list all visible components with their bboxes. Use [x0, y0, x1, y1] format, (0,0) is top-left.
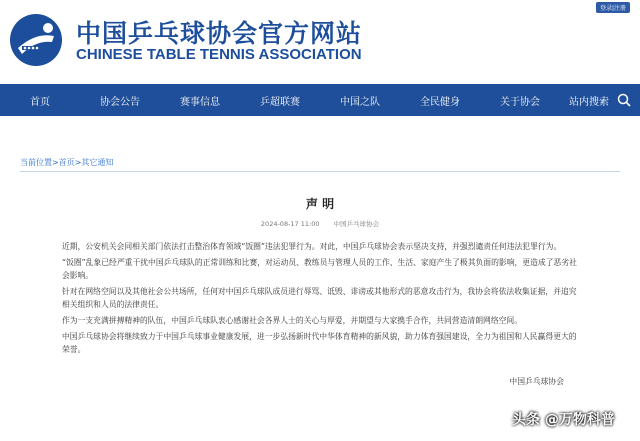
site-name-en: CHINESE TABLE TENNIS ASSOCIATION — [76, 46, 362, 63]
article-paragraph: 近期，公安机关会同相关部门依法打击整治体育领域“饭圈”违法犯罪行为。对此，中国乒乓球协会表示坚决支持，并强烈谴责任何违法犯罪行为。 — [62, 242, 562, 251]
nav-home[interactable]: 首页 — [30, 96, 50, 108]
article-signature: 中国乒乓球协会 — [509, 377, 564, 386]
main-nav — [0, 84, 640, 116]
article-source: 中国乒乓球协会 — [333, 220, 380, 228]
login-register-link[interactable]: 登录|注册 — [596, 2, 630, 13]
divider — [20, 171, 620, 172]
nav-fitness[interactable]: 全民健身 — [420, 96, 460, 108]
site-header — [0, 0, 640, 84]
article-paragraph: 针对在网络空间以及其他社会公共场所，任何对中国乒乓球队成员进行辱骂、诋毁、诽谤或其他形式的恶意攻击行为，我协会将依法收集证据，并追究相关组织和人员的法律责任。 — [62, 287, 577, 309]
site-name-cn: 中国乒乓球协会官方网站 — [76, 19, 363, 48]
article-meta — [0, 219, 640, 228]
article-date: 2024-08-17 11:00 — [260, 220, 320, 228]
article-paragraph: 作为一支充满拼搏精神的队伍，中国乒乓球队衷心感谢社会各界人士的关心与厚爱，并期望与大家携手合作，共同营造清朗网络空间。 — [62, 316, 523, 325]
nav-super-league[interactable]: 乒超联赛 — [260, 96, 300, 108]
search-icon[interactable] — [617, 93, 631, 107]
nav-national-team[interactable]: 中国之队 — [340, 96, 380, 108]
article-title: 声 明 — [305, 197, 335, 211]
table-tennis-logo-icon[interactable] — [8, 12, 64, 68]
nav-about[interactable]: 关于协会 — [500, 96, 540, 108]
nav-events[interactable]: 赛事信息 — [180, 96, 220, 108]
nav-site-search[interactable] — [560, 93, 640, 108]
article-paragraph: 中国乒乓球协会将继续致力于中国乒乓球事业健康发展，进一步弘扬新时代中华体育精神的新风貌，助力体育强国建设，全力为祖国和人民赢得更大的荣誉。 — [62, 332, 577, 354]
nav-announcements[interactable]: 协会公告 — [100, 96, 140, 108]
nav-search-label: 站内搜索 — [569, 96, 609, 108]
article-body — [62, 240, 582, 359]
watermark: 头条 @万物科普 — [512, 412, 615, 428]
article-paragraph: “饭圈”乱象已经严重干扰中国乒乓球队的正常训练和比赛，对运动员、教练员与管理人员的工作、生活、家庭产生了极其负面的影响，更造成了恶劣社会影响。 — [62, 258, 577, 280]
breadcrumb[interactable]: 当前位置>首页>其它通知 — [20, 158, 114, 167]
